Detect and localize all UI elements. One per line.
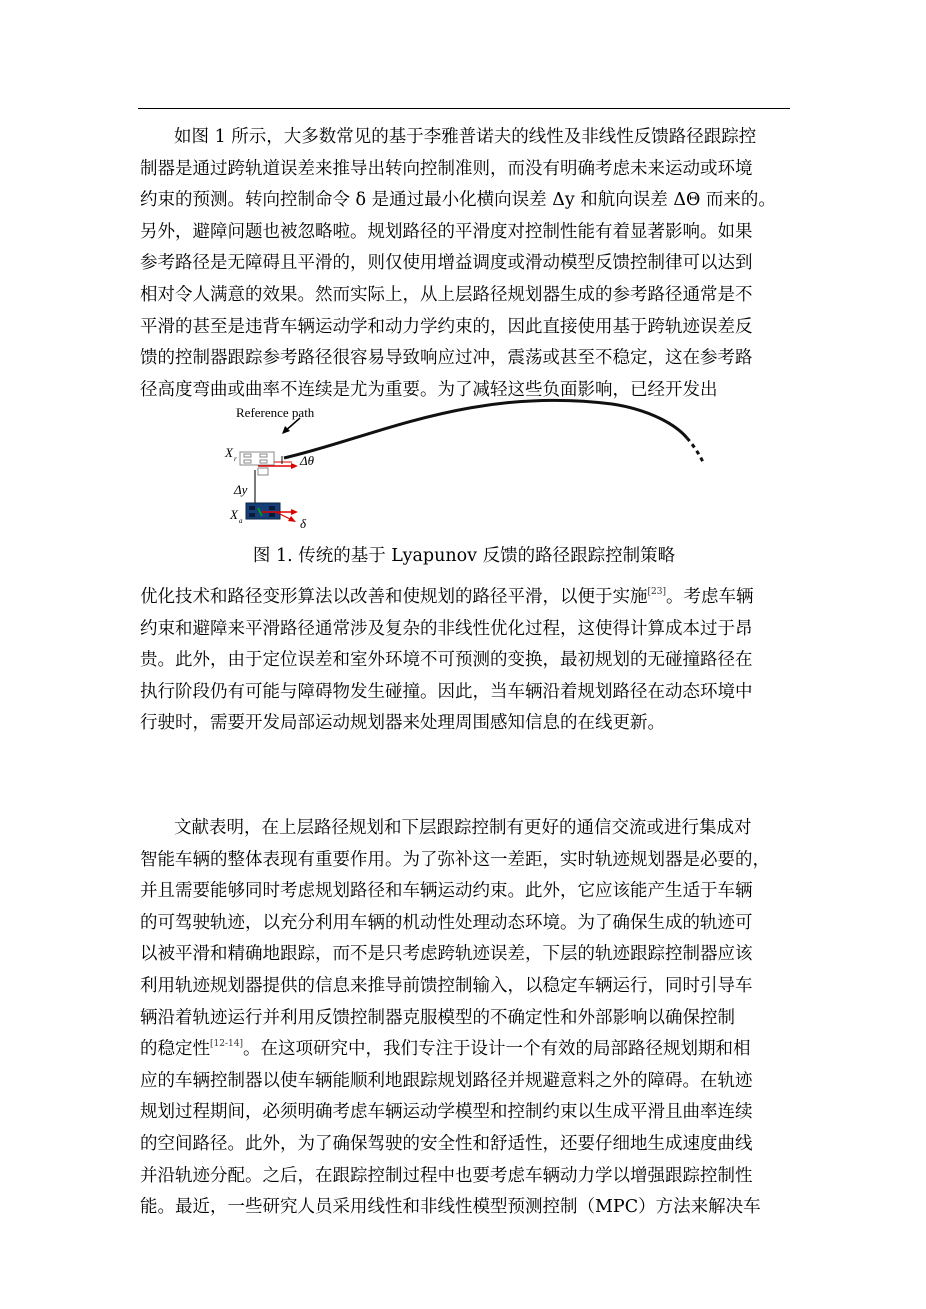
text-line: 相对令人满意的效果。然而实际上，从上层路径规划器生成的参考路径通常是不 [140,284,753,305]
text-line: 另外，避障问题也被忽略啦。规划路径的平滑度对控制性能有着显著影响。如果 [140,221,753,242]
header-rule [138,108,790,109]
dtheta-label: Δθ [300,453,315,468]
text-segment: 。在这项研究中，我们专注于设计一个有效的局部路径规划期和相 [242,1039,751,1060]
text-line: 以被平滑和精确地跟踪，而不是只考虑跨轨迹误差，下层的轨迹跟踪控制器应该 [140,944,753,965]
text-line: 文献表明，在上层路径规划和下层跟踪控制有更好的通信交流或进行集成对 [174,818,752,838]
figure-1-diagram [222,396,722,536]
text-line: 规划过程期间，必须明确考虑车辆运动学模型和控制约束以生成平滑且曲率连续 [140,1102,753,1123]
text-line: 智能车辆的整体表现有重要作用。为了弥补这一差距，实时轨迹规划器是必要的， [140,849,770,870]
text-line: 平滑的甚至是违背车辆运动学和动力学约束的，因此直接使用基于跨轨迹误差反 [140,316,753,337]
actual-vehicle [246,503,280,519]
reference-path-dashed [687,438,703,462]
text-line: 参考路径是无障碍且平滑的，则仅使用增益调度或滑动模型反馈控制律可以达到 [140,253,753,274]
reference-vehicle [240,452,274,475]
text-segment: 。考虑车辆 [665,587,754,607]
text-line: 利用轨迹规划器提供的信息来推导前馈控制输入，以稳定车辆运行，同时引导车 [140,975,753,996]
text-line: 应的车辆控制器以使车辆能顺利地跟踪规划路径并规避意料之外的障碍。在轨迹 [140,1070,753,1091]
reference-path-label: Reference path [236,405,315,420]
paragraph-2 [140,582,788,740]
text-line: 能。最近，一些研究人员采用线性和非线性模型预测控制（MPC）方法来解决车 [140,1197,761,1218]
paragraph-1 [140,122,788,406]
figure-caption: 图 1. 传统的基于 Lyapunov 反馈的路径跟踪控制策略 [252,546,676,566]
citation: [23] [647,587,666,597]
xr-subscript: r [234,455,237,463]
text-line: 约束和避障来平滑路径通常涉及复杂的非线性优化过程，这使得计算成本过于昂 [140,618,753,639]
xa-label: X [230,507,238,522]
text-line: 辆沿着轨迹运行并利用反馈控制器克服模型的不确定性和外部影响以确保控制 [140,1007,735,1028]
text-line: 行驶时，需要开发局部运动规划器来处理周围感知信息的在线更新。 [140,713,665,734]
text-line: 执行阶段仍有可能与障碍物发生碰撞。因此，当车辆沿着规划路径在动态环境中 [140,681,753,702]
text-line: 并且需要能够同时考虑规划路径和车辆运动约束。此外，它应该能产生适于车辆 [140,881,753,902]
reference-path-curve [284,400,687,458]
text-line: 径高度弯曲或曲率不连续是尤为重要。为了减轻这些负面影响，已经开发出 [140,379,718,400]
text-line: 的可驾驶轨迹，以充分利用车辆的机动性处理动态环境。为了确保生成的轨迹可 [140,912,753,933]
text-line: 如图 1 所示，大多数常见的基于李雅普诺夫的线性及非线性反馈路径跟踪控 [174,127,757,147]
dy-label: Δy [234,482,248,497]
xr-label: X [225,445,233,460]
text-segment: 优化技术和路径变形算法以改善和使规划的路径平滑，以便于实施 [140,587,648,607]
text-line: 贵。此外，由于定位误差和室外环境不可预测的变换，最初规划的无碰撞路径在 [140,650,753,671]
delta-label: δ [300,516,307,531]
text-line [140,582,788,614]
xa-subscript: a [239,517,243,525]
text-line: 并沿轨迹分配。之后，在跟踪控制过程中也要考虑车辆动力学以增强跟踪控制性 [140,1165,753,1186]
text-line: 馈的控制器跟踪参考路径很容易导致响应过冲，震荡或甚至不稳定，这在参考路 [140,348,753,369]
text-line: 约束的预测。转向控制命令 δ 是通过最小化横向误差 Δy 和航向误差 ΔΘ 而来的。 [140,190,776,211]
text-line: 制器是通过跨轨道误差来推导出转向控制准则，而没有明确考虑未来运动或环境 [140,158,753,179]
citation: [12-14] [210,1039,243,1050]
text-line [140,1034,788,1066]
text-line: 的空间路径。此外，为了确保驾驶的安全性和舒适性，还要仔细地生成速度曲线 [140,1133,753,1154]
paragraph-3 [140,813,788,1224]
text-segment: 的稳定性 [140,1039,210,1060]
